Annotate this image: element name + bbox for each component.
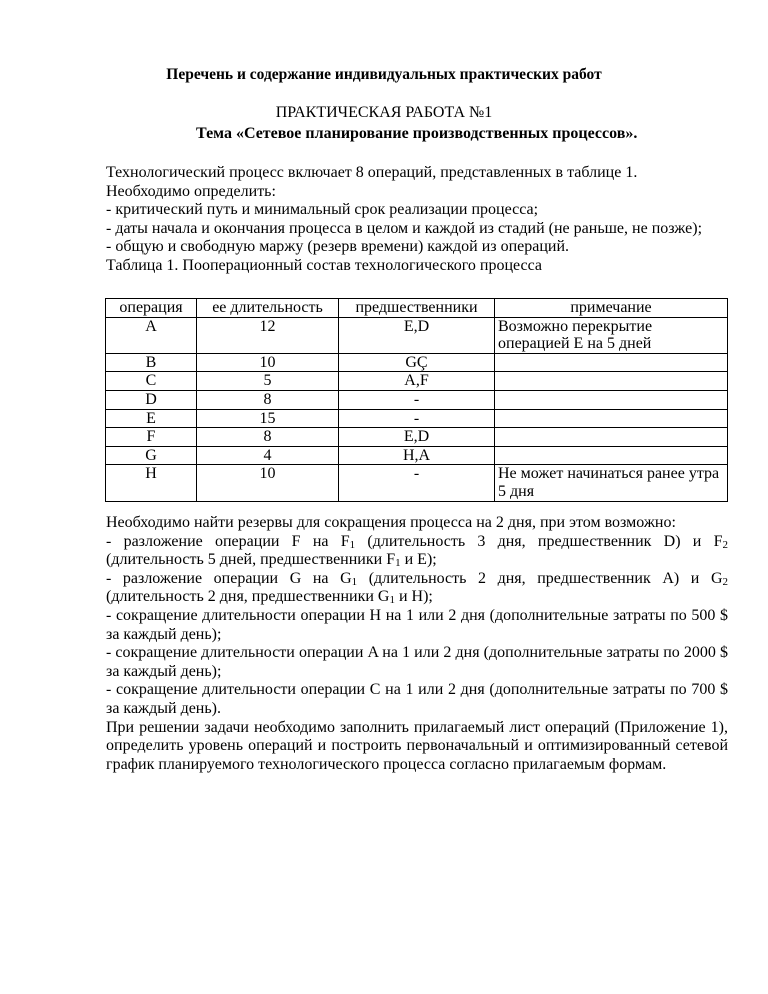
header-predecessors: предшественники: [339, 299, 495, 318]
header-duration: ее длительность: [197, 299, 339, 318]
table-row: [106, 372, 728, 391]
document-heading: Перечень и содержание индивидуальных практических работ: [166, 66, 602, 83]
intro-line: Технологический процесс включает 8 операций, представленных в таблице 1.: [106, 164, 638, 181]
cell-operation: A: [106, 317, 197, 353]
cell-duration: 10: [197, 465, 339, 501]
cell-predecessors: A,F: [339, 372, 495, 391]
table-header-row: [106, 299, 728, 318]
cell-duration: 15: [197, 409, 339, 428]
cell-operation: F: [106, 428, 197, 447]
table-row: [106, 446, 728, 465]
cell-note: Не может начинаться ранее утра 5 дня: [495, 465, 728, 501]
intro-section: [106, 164, 728, 276]
cell-operation: H: [106, 465, 197, 501]
work-title: ПРАКТИЧЕСКАЯ РАБОТА №1: [275, 104, 493, 121]
cell-predecessors: H,A: [339, 446, 495, 465]
cell-predecessors: E,D: [339, 428, 495, 447]
intro-line: - даты начала и окончания процесса в целом и каждой из стадий (не раньше, не позже);: [106, 219, 703, 237]
cell-predecessors: -: [339, 409, 495, 428]
header-note: примечание: [495, 299, 728, 318]
table-row: [106, 317, 728, 353]
cell-predecessors: GÇ: [339, 353, 495, 372]
cell-operation: C: [106, 372, 197, 391]
cell-note: [495, 353, 728, 372]
paragraph: При решении задачи необходимо заполнить прилагаемый лист операций (Приложение 1), определить уровень операций и построить первоначальный и оптимизированный сетевой график планируемого технологического процесса согласно прилагаемым формам.: [106, 718, 728, 773]
cell-duration: 8: [197, 428, 339, 447]
cell-duration: 5: [197, 372, 339, 391]
table-caption: Таблица 1. Пооперационный состав технологического процесса: [106, 256, 542, 274]
paragraph: Необходимо найти резервы для сокращения процесса на 2 дня, при этом возможно:: [106, 514, 676, 531]
cell-note: [495, 428, 728, 447]
cell-predecessors: -: [339, 390, 495, 409]
header-operation: операция: [106, 299, 197, 318]
cell-note: [495, 372, 728, 391]
cell-operation: B: [106, 353, 197, 372]
table-row: [106, 465, 728, 501]
cell-predecessors: E,D: [339, 317, 495, 353]
f-split-paragraph: - разложение операции F на $F_1$ (длительность 3 дня, предшественник D) и $F_2$ (длительность 5 дней, предшественники $F_1$ и E);: [106, 532, 729, 570]
cell-operation: G: [106, 446, 197, 465]
cell-duration: 4: [197, 446, 339, 465]
intro-line: Необходимо определить:: [106, 182, 276, 200]
paragraph: - сокращение длительности операции C на 1 или 2 дня (дополнительные затраты по 700 $ за каждый день).: [106, 681, 728, 717]
table-row: [106, 353, 728, 372]
paragraph: - сокращение длительности операции A на 1 или 2 дня (дополнительные затраты по 2000 $ за каждый день);: [106, 644, 728, 680]
cell-duration: 10: [197, 353, 339, 372]
cell-operation: E: [106, 409, 197, 428]
paragraph: - сокращение длительности операции H на 1 или 2 дня (дополнительные затраты по 500 $ за каждый день);: [106, 606, 728, 643]
cell-note: [495, 409, 728, 428]
topic-title: Тема «Сетевое планирование производственных процессов».: [196, 125, 638, 142]
intro-line: - критический путь и минимальный срок реализации процесса;: [106, 201, 539, 219]
table-row: [106, 428, 728, 447]
g-split-paragraph: - разложение операции G на $G_1$ (длительность 2 дня, предшественник A) и $G_2$ (длительность 2 дня, предшественники $G_1$ и H);: [106, 569, 728, 607]
table-row: [106, 390, 728, 409]
intro-line: - общую и свободную маржу (резерв времени) каждой из операций.: [106, 238, 570, 256]
cell-duration: 8: [197, 390, 339, 409]
cell-note: [495, 390, 728, 409]
cell-duration: 12: [197, 317, 339, 353]
operations-table: [105, 298, 728, 502]
table-row: [106, 409, 728, 428]
tasks-section: [106, 514, 728, 774]
cell-note: Возможно перекрытие операцией E на 5 дней: [495, 317, 728, 353]
cell-note: [495, 446, 728, 465]
cell-predecessors: -: [339, 465, 495, 501]
cell-operation: D: [106, 390, 197, 409]
